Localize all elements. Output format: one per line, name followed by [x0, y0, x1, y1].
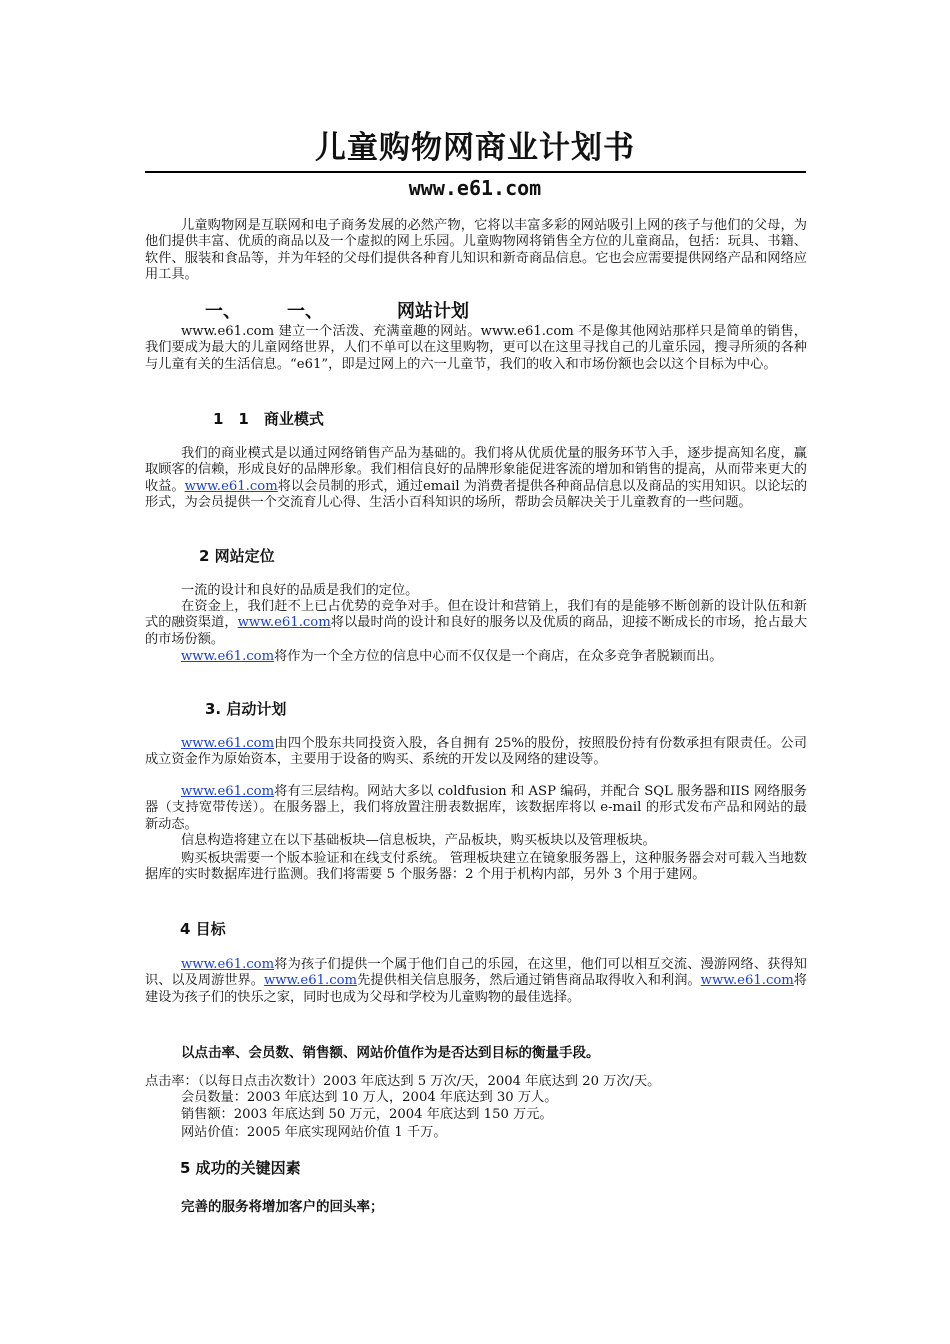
subsection-heading-key-factors: 5 成功的关键因素 [180, 1159, 301, 1177]
goals-paragraph: www.e61.com将为孩子们提供一个属于他们自己的乐园，在这里，他们可以相互交流、漫游网络、获得知识、以及周游世界。www.e61.com先提供相关信息服务，然后通过销售商品取得收入和利润。www.e61.com将建设为孩子们的快乐之家，同时也成为父母和学校为儿童购物的最佳选择。 [145, 957, 807, 1005]
business-model-paragraph: 我们的商业模式是以通过网络销售产品为基础的。我们将从优质优量的服务环节入手，逐步提高知名度，赢取顾客的信赖，形成良好的品牌形象。我们相信良好的品牌形象能促进客流的增加和销售的提高，从而带来更大的收益。www.e61.com将以会员制的形式，通过email 为消费者提供各种商品信息以及商品的实用知识。以论坛的形式，为会员提供一个交流育儿心得、生活小百科知识的场所，帮助会员解决关于儿童教育的一些问题。 [145, 446, 808, 510]
section1-paragraph: www.e61.com 建立一个活泼、充满童趣的网站。www.e61.com 不是像其他网站那样只是简单的销售，我们要成为最大的儿童网络世界，人们不单可以在这里购物，更可以在这里寻找自己的儿童乐园，搜寻所须的各种与儿童有关的生活信息。“e61”，即是过网上的六一儿童节，我们的收入和市场份额也会以这个目标为中心。 [145, 324, 807, 372]
stat-site-value: 网站价值：2005 年底实现网站价值 1 千万。 [181, 1125, 447, 1140]
title-divider [145, 171, 806, 173]
subsection-heading-business-model: 1 1 商业模式 [213, 410, 324, 428]
stat-click-rate: 点击率：（以每日点击次数计）2003 年底达到 5 万次/天，2004 年底达到 20 万次/天。 [145, 1074, 661, 1089]
site-link[interactable]: www.e61.com [263, 973, 358, 989]
subsection-heading-launch-plan: 3. 启动计划 [205, 700, 287, 718]
page-title: 儿童购物网商业计划书 [315, 130, 635, 166]
launch-paragraph-1: www.e61.com由四个股东共同投资入股，各自拥有 25%的股份，按照股份持有份数承担有限责任。公司成立资金作为原始资本，主要用于设备的购买、系统的开发以及网络的建设等。 [145, 736, 807, 768]
site-link[interactable]: www.e61.com [181, 957, 275, 972]
site-link[interactable]: www.e61.com [181, 736, 275, 751]
stat-sales: 销售额：2003 年底达到 50 万元，2004 年底达到 150 万元。 [181, 1107, 553, 1122]
launch-paragraph-4: 购买板块需要一个版本验证和在线支付系统。 管理板块建立在镜象服务器上，这种服务器会对可载入当地数据库的实时数据库进行监测。我们将需要 5 个服务器：2 个用于机构内部，另外 3 个用于建网。 [145, 851, 807, 883]
site-link[interactable]: www.e61.com [184, 478, 278, 494]
site-link[interactable]: www.e61.com [181, 649, 275, 664]
launch-paragraph-2: www.e61.com将有三层结构。网站大多以 coldfusion 和 ASP 编码，并配合 SQL 服务器和IIS 网络服务器（支持宽带传送）。在服务器上，我们将放置注册表数据库，该数据库将以 e-mail 的形式发布产品和网站的最新动态。 [145, 784, 807, 832]
subsection-heading-goals: 4 目标 [180, 920, 226, 938]
section-title: 网站计划 [397, 301, 469, 322]
positioning-paragraph-3: www.e61.com将作为一个全方位的信息中心而不仅仅是一个商店，在众多竞争者脱颖而出。 [181, 649, 723, 664]
key-factor-1: 完善的服务将增加客户的回头率； [181, 1199, 384, 1215]
site-link[interactable]: www.e61.com [181, 784, 275, 799]
launch-paragraph-3: 信息构造将建立在以下基础板块—信息板块，产品板块，购买板块以及管理板块。 [181, 833, 656, 848]
site-link[interactable]: www.e61.com [237, 615, 331, 631]
intro-paragraph: 儿童购物网是互联网和电子商务发展的必然产物，它将以丰富多彩的网站吸引上网的孩子与他们的父母，为他们提供丰富、优质的商品以及一个虚拟的网上乐园。儿童购物网将销售全方位的儿童商品，包括：玩具、书籍、软件、服装和食品等，并为年轻的父母们提供各种育儿知识和新奇商品信息。它也会应需要提供网络产品和网络应用工具。 [145, 218, 807, 282]
positioning-paragraph-1: 一流的设计和良好的品质是我们的定位。 [181, 583, 419, 598]
site-url: www.e61.com [408, 176, 542, 200]
stat-members: 会员数量：2003 年底达到 10 万人，2004 年底达到 30 万人。 [181, 1090, 558, 1105]
site-link[interactable]: www.e61.com [700, 973, 794, 989]
section-number: 一、 [205, 301, 241, 322]
subsection-heading-positioning: 2 网站定位 [199, 547, 275, 565]
section-number-repeat: 一、 [287, 301, 323, 322]
goal-measure-statement: 以点击率、会员数、销售额、网站价值作为是否达到目标的衡量手段。 [181, 1045, 600, 1061]
positioning-paragraph-2: 在资金上，我们赶不上已占优势的竞争对手。但在设计和营销上，我们有的是能够不断创新的设计队伍和新式的融资渠道，www.e61.com将以最时尚的设计和良好的服务以及优质的商品，迎接不断成长的市场，抢占最大的市场份额。 [145, 599, 808, 647]
